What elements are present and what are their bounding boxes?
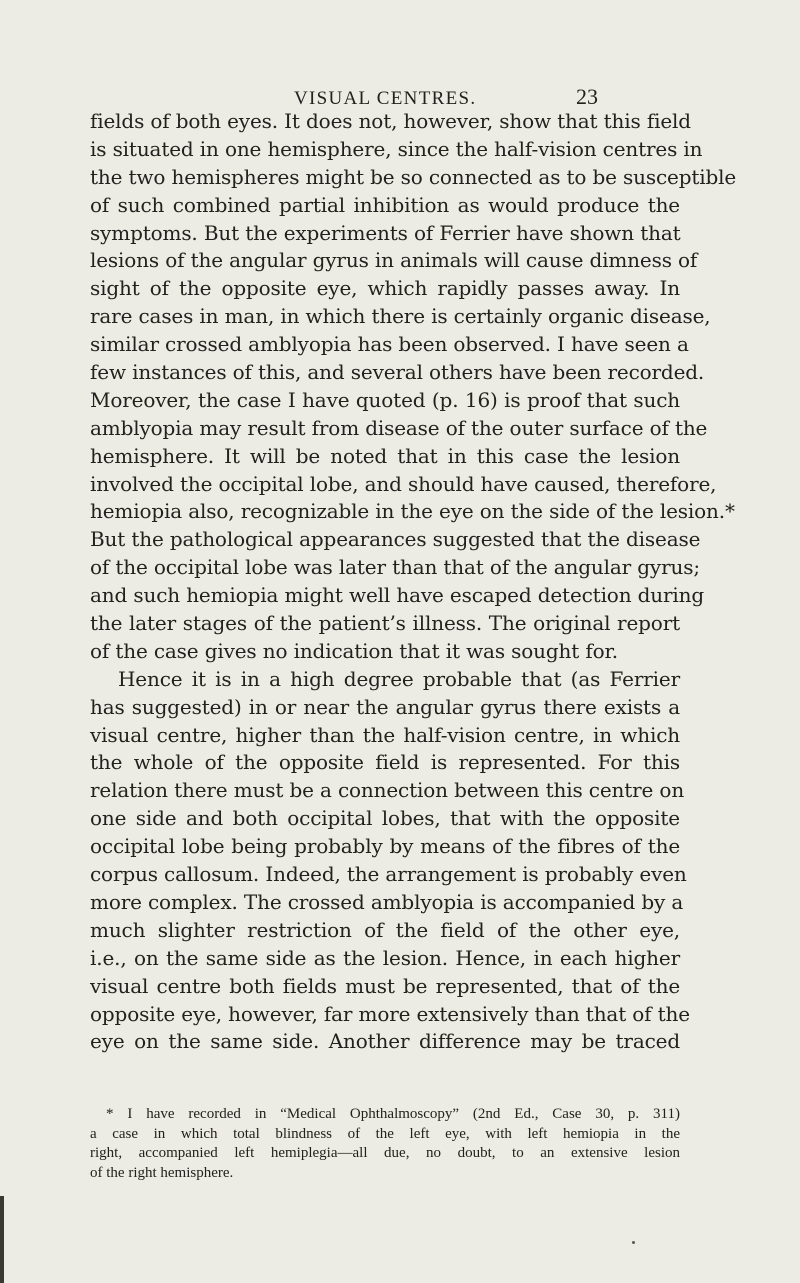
page-number: 23 bbox=[576, 84, 598, 109]
body-line: much slighter restriction of the field of the other eye, bbox=[90, 917, 680, 942]
body-line: i.e., on the same side as the lesion. Hence, in each higher bbox=[90, 945, 680, 970]
body-line: relation there must be a connection between this centre on bbox=[90, 778, 685, 803]
body-line: more complex. The crossed amblyopia is accompanied by a bbox=[90, 889, 684, 914]
body-line: Moreover, the case I have quoted (p. 16) is proof that such bbox=[90, 387, 680, 412]
body-line: of the case gives no indication that it was sought for. bbox=[90, 638, 618, 663]
body-line: eye on the same side. Another difference may be traced bbox=[90, 1029, 680, 1054]
body-line: visual centre both fields must be represented, that of the bbox=[90, 973, 680, 998]
body-line: the two hemispheres might be so connected as to be susceptible bbox=[90, 164, 737, 189]
footnote-line: right, accompanied left hemiplegia—all due, no doubt, to an extensive lesion bbox=[90, 1145, 680, 1162]
body-line: has suggested) in or near the angular gyrus there exists a bbox=[90, 694, 680, 719]
page-edge-shadow bbox=[0, 1196, 4, 1283]
body-line: hemisphere. It will be noted that in this case the lesion bbox=[90, 443, 680, 468]
body-line-paragraph-start: Hence it is in a high degree probable that (as Ferrier bbox=[118, 666, 680, 691]
body-line: the whole of the opposite field is represented. For this bbox=[90, 750, 680, 775]
body-line: sight of the opposite eye, which rapidly passes away. In bbox=[90, 276, 680, 301]
body-line: But the pathological appearances suggested that the disease bbox=[90, 527, 701, 552]
running-head: VISUAL CENTRES. bbox=[294, 88, 477, 109]
body-line: hemiopia also, recognizable in the eye on the side of the lesion.* bbox=[90, 499, 735, 524]
footnote bbox=[90, 1105, 680, 1183]
body-line: opposite eye, however, far more extensively than that of the bbox=[90, 1001, 690, 1026]
paper-speck bbox=[632, 1241, 635, 1244]
body-line: lesions of the angular gyrus in animals will cause dimness of bbox=[90, 248, 698, 273]
body-line: and such hemiopia might well have escaped detection during bbox=[90, 583, 705, 608]
body-line: corpus callosum. Indeed, the arrangement is probably even bbox=[90, 862, 687, 887]
body-line: fields of both eyes. It does not, however, show that this field bbox=[90, 109, 691, 133]
body-line: the later stages of the patient’s illness. The original report bbox=[90, 611, 680, 636]
body-line: few instances of this, and several others have been recorded. bbox=[90, 360, 705, 385]
body-line: of such combined partial inhibition as would produce the bbox=[90, 192, 680, 217]
body-line: symptoms. But the experiments of Ferrier have shown that bbox=[90, 220, 681, 245]
body-text bbox=[90, 108, 737, 1056]
body-line: is situated in one hemisphere, since the half-vision centres in bbox=[90, 136, 703, 161]
body-line: occipital lobe being probably by means of the fibres of the bbox=[90, 834, 680, 859]
footnote-line: of the right hemisphere. bbox=[90, 1164, 234, 1181]
body-line: involved the occipital lobe, and should have caused, therefore, bbox=[90, 471, 717, 496]
body-line: one side and both occipital lobes, that with the opposite bbox=[90, 806, 680, 831]
body-line: visual centre, higher than the half-vision centre, in which bbox=[90, 722, 680, 747]
body-line: similar crossed amblyopia has been observed. I have seen a bbox=[90, 332, 689, 357]
body-line: of the occipital lobe was later than that of the angular gyrus; bbox=[90, 555, 700, 580]
body-line: rare cases in man, in which there is certainly organic disease, bbox=[90, 304, 711, 329]
body-line: amblyopia may result from disease of the outer surface of the bbox=[90, 415, 708, 440]
footnote-line: a case in which total blindness of the left eye, with left hemiopia in the bbox=[90, 1125, 680, 1142]
footnote-line: * I have recorded in “Medical Ophthalmoscopy” (2nd Ed., Case 30, p. 311) bbox=[106, 1106, 680, 1122]
